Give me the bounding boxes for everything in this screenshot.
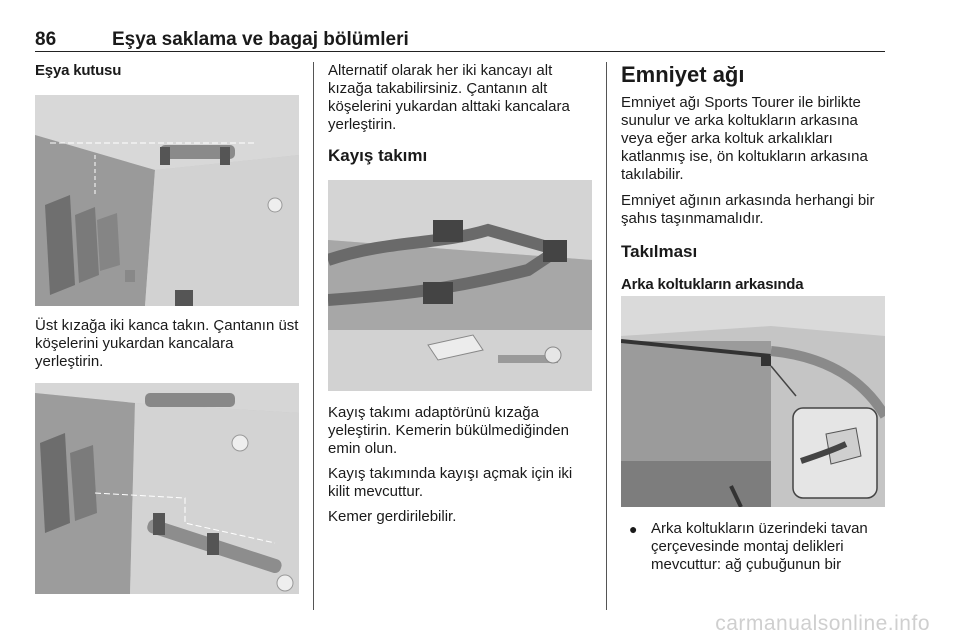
- illustration-hooks-upper-rail: [35, 95, 299, 306]
- watermark-text: carmanualsonline.info: [715, 612, 930, 635]
- paragraph-safety-net-warning: Emniyet ağının arkasında herhangi bir şahıs taşınmamalıdır.: [621, 192, 875, 227]
- page-number: 86: [35, 29, 57, 50]
- column-right: [621, 62, 887, 574]
- paragraph-adapter-insert: Kayış takımı adaptörünü kızağa yeleştirin. Kemerin bükülmediğinden emin olun.: [328, 404, 569, 457]
- column-left: [35, 62, 299, 594]
- column-divider: [313, 62, 314, 610]
- column-middle: [328, 62, 592, 526]
- paragraph-hooks-instructions: Üst kızağa iki kanca takın. Çantanın üst köşelerini yukardan kancalara yerleştirin.: [35, 317, 299, 370]
- paragraph-alternative-lower-rail: Alternatif olarak her iki kancayı alt kızağa takabilirsiniz. Çantanın alt köşelerini yukardan alttaki kancalara yerleştirin.: [328, 62, 570, 133]
- column-divider: [606, 62, 607, 610]
- page-header: [35, 27, 885, 52]
- illustration-bag-corners: [35, 383, 299, 594]
- paragraph-safety-net-intro: Emniyet ağı Sports Tourer ile birlikte sunulur ve arka koltukların arkasına veya eğer arka koltuk arkalıkları katlanmış ise, ön koltukların arkasına takılabilir.: [621, 94, 868, 183]
- subheading-installation: Takılması: [621, 242, 698, 261]
- paragraph-locks: Kayış takımında kayışı açmak için iki kilit mevcuttur.: [328, 465, 573, 500]
- bullet-item: [621, 520, 887, 574]
- illustration-strap-kit: [328, 180, 592, 391]
- section-heading-strap-kit: Kayış takımı: [328, 146, 428, 165]
- paragraph-tension: Kemer gerdirilebilir.: [328, 508, 457, 525]
- bullet-dot-icon: ●: [629, 521, 638, 537]
- chapter-title: Eşya saklama ve bagaj bölümleri: [112, 29, 409, 50]
- illustration-safety-net-mounting: [621, 296, 885, 507]
- bullet-text-mounting-holes: Arka koltukların üzerindeki tavan çerçevesinde montaj delikleri mevcuttur: ağ çubuğunun bir: [651, 520, 868, 573]
- subsubheading-behind-rear-seats: Arka koltukların arkasında: [621, 276, 804, 293]
- section-heading-storage-bag: Eşya kutusu: [35, 62, 122, 79]
- section-heading-safety-net: Emniyet ağı: [621, 62, 745, 87]
